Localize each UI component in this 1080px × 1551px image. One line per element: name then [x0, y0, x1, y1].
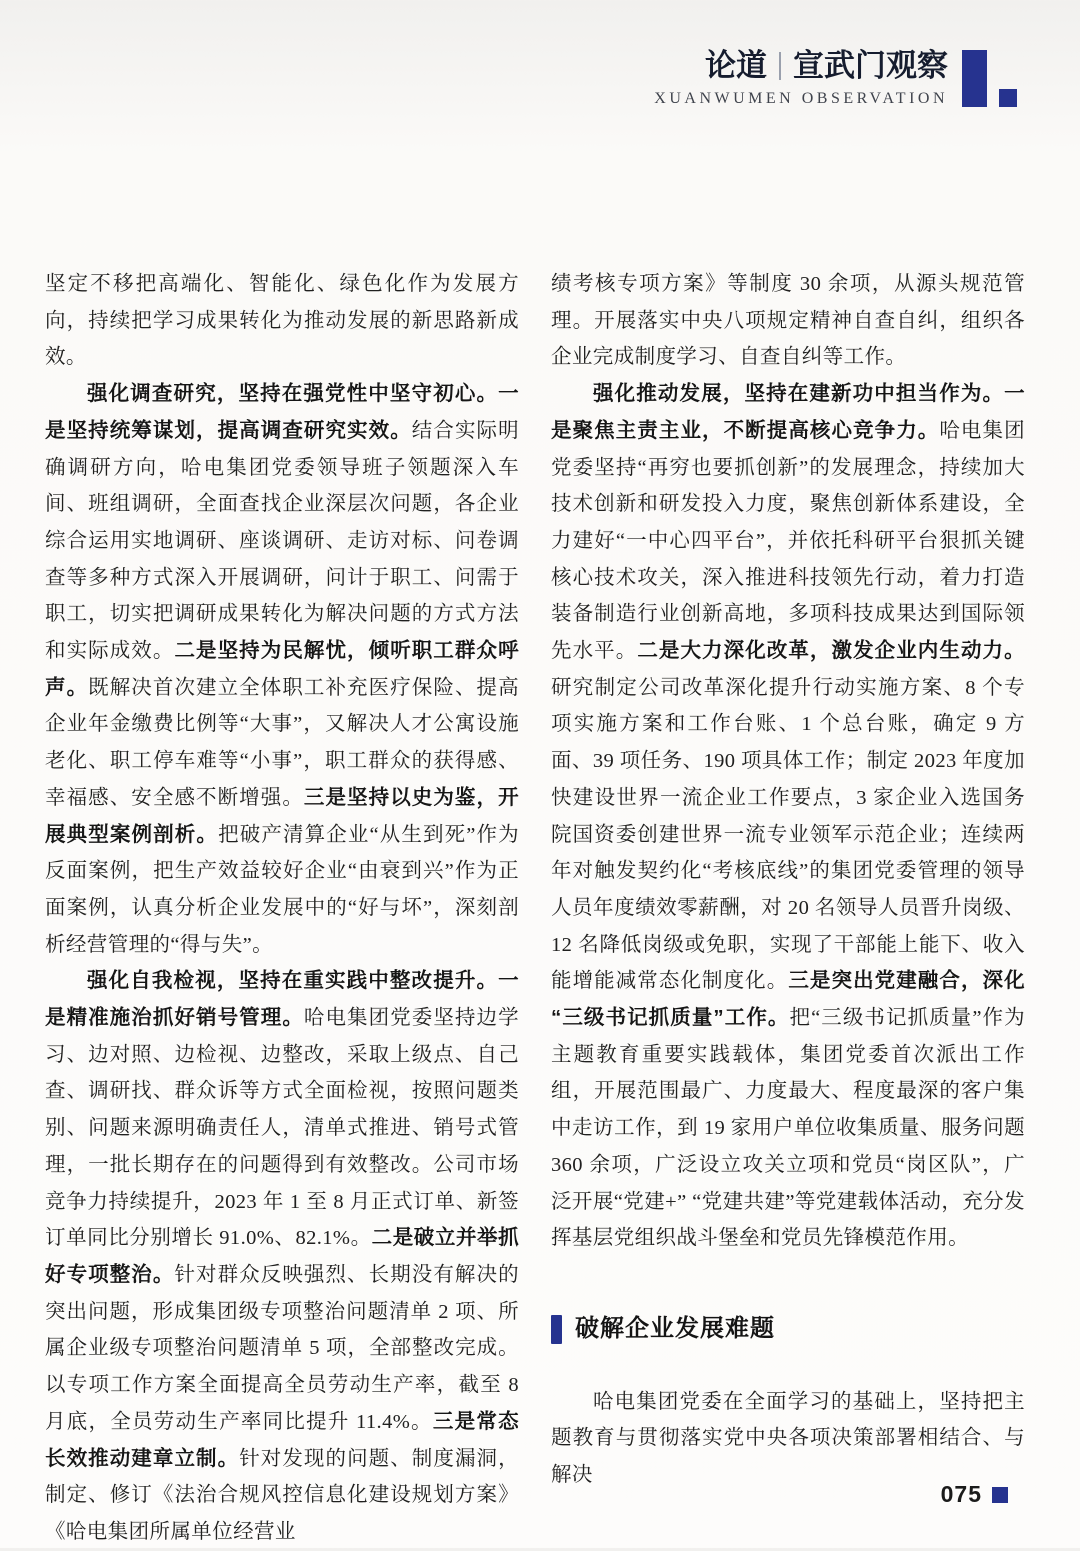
section-marker-icon [551, 1315, 562, 1344]
title-divider [779, 52, 781, 80]
left-column [45, 266, 519, 1551]
text-run: 哈电集团党委坚持“再穷也要抓创新”的发展理念，持续加大技术创新和研发投入力度，聚焦创新体系建设，全力建好“一中心四平台”，并依托科研平台狠抓关键核心技术攻关，深入推进科技领先行动，着力打造装备制造行业创新高地，多项科技成果达到国际领先水平。 [551, 419, 1025, 663]
bold-text-run: 强化推动发展，坚持在建新功中担当作为。一是聚焦主责主业，不断提高核心竞争力。 [551, 382, 1025, 442]
bold-text-run: 二是大力深化改革，激发企业内生动力。 [637, 639, 1025, 663]
body-paragraph [551, 376, 1025, 1257]
text-run: 既解决首次建立全体职工补充医疗保险、提高企业年金缴费比例等“大事”，又解决人才公寓设施老化、职工停车难等“小事”，职工群众的获得感、幸福感、安全感不断增强。 [45, 676, 519, 809]
bold-text-run: 二是坚持为民解忧，倾听职工群众呼声。 [45, 639, 519, 699]
header-subtitle-en: XUANWUMEN OBSERVATION [654, 90, 948, 107]
page-header [654, 48, 1020, 108]
bold-text-run: 三是突出党建融合，深化“三级书记抓质量”工作。 [551, 969, 1025, 1030]
text-run: 针对群众反映强烈、长期没有解决的突出问题，形成集团级专项整治问题清单 2 项、所属企业级专项整治问题清单 5 项，全部整改完成。以专项工作方案全面提高全员劳动生产率，截至 8 月底，全员劳动生产率同比提升 11.4%。 [45, 1263, 519, 1433]
bold-text-run: 三是常态长效推动建章立制。 [45, 1409, 519, 1470]
text-run: 哈电集团党委坚持边学习、边对照、边检视、边整改，采取上级点、自己查、调研找、群众诉等方式全面检视，按照问题类别、问题来源明确责任人，清单式推进、销号式管理，一批长期存在的问题得到有效整改。公司市场竞争力持续提升，2023 年 1 至 8 月正式订单、新签订单同比分别增长 91.0%、82.1%。 [45, 1007, 519, 1250]
header-title-section: 论道 [705, 48, 767, 83]
bold-text-run: 强化自我检视，坚持在重实践中整改提升。一是精准施治抓好销号管理。 [45, 969, 519, 1030]
body-paragraph [45, 376, 519, 963]
brand-mark [962, 50, 1020, 108]
text-run: 哈电集团党委在全面学习的基础上，坚持把主题教育与贯彻落实党中央各项决策部署相结合、与解决 [551, 1390, 1025, 1487]
text-run: 结合实际明确调研方向，哈电集团党委领导班子领题深入车间、班组调研，全面查找企业深层次问题，各企业综合运用实地调研、座谈调研、走访对标、问卷调查等多种方式深入开展调研，问计于职工、问需于职工，切实把调研成果转化为解决问题的方式方法和实际成效。 [45, 419, 519, 663]
header-text [654, 48, 948, 108]
footer-square-icon [992, 1487, 1008, 1503]
page-number: 075 [940, 1481, 982, 1507]
section-heading-text: 破解企业发展难题 [575, 1314, 775, 1342]
body-paragraph [45, 266, 519, 376]
bold-text-run: 三是坚持以史为鉴，开展典型案例剖析。 [45, 785, 519, 846]
bold-text-run: 二是破立并举抓好专项整治。 [45, 1226, 519, 1286]
text-run: 研究制定公司改革深化提升行动实施方案、8 个专项实施方案和工作台账、1 个总台账，确定 9 方面、39 项任务、190 项具体工作；制定 2023 年度加快建设世界一流企业工作要点，3 家企业入选国务院国资委创建世界一流专业领军示范企业；连续两年对触发契约化“考核底线”的集团党委管理的领导人员年度绩效零薪酬，对 20 名领导人员晋升岗级、12 名降低岗级或免职，实现了干部能上能下、收入能增能减常态化制度化。 [551, 676, 1025, 993]
text-run: 把“三级书记抓质量”作为主题教育重要实践载体，集团党委首次派出工作组，开展范围最广、力度最大、程度最深的客户集中走访工作，到 19 家用户单位收集质量、服务问题 360 余项，广泛设立攻关立项和党员“岗区队”，广泛开展“党建+” “党建共建”等党建载体活动，充分发挥基层党组织战斗堡垒和党员先锋模范作用。 [551, 1007, 1025, 1250]
bold-text-run: 强化调查研究，坚持在强党性中坚守初心。一是坚持统筹谋划，提高调查研究实效。 [45, 382, 519, 442]
body-paragraph [45, 963, 519, 1550]
text-run: 针对发现的问题、制度漏洞，制定、修订《法治合规风控信息化建设规划方案》《哈电集团所属单位经营业 [45, 1447, 519, 1543]
section-heading [551, 1311, 1025, 1348]
text-run: 绩考核专项方案》等制度 30 余项，从源头规范管理。开展落实中央八项规定精神自查自纠，组织各企业完成制度学习、自查自纠等工作。 [551, 273, 1025, 369]
page-footer [941, 1481, 1008, 1508]
right-column-top [551, 266, 1025, 1257]
right-column-bottom [551, 1384, 1025, 1494]
body-paragraph [551, 1384, 1025, 1494]
brand-square-icon [999, 89, 1017, 107]
header-title [654, 48, 948, 84]
text-run: 把破产清算企业“从生到死”作为反面案例，把生产效益较好企业“由衰到兴”作为正面案例，认真分析企业发展中的“好与坏”，深刻剖析经营管理的“得与失”。 [45, 823, 520, 956]
brand-bar-icon [962, 50, 987, 107]
right-column [551, 266, 1025, 1494]
header-title-column: 宣武门观察 [793, 48, 948, 83]
body-paragraph [551, 266, 1025, 376]
text-run: 坚定不移把高端化、智能化、绿色化作为发展方向，持续把学习成果转化为推动发展的新思路新成效。 [45, 273, 519, 369]
